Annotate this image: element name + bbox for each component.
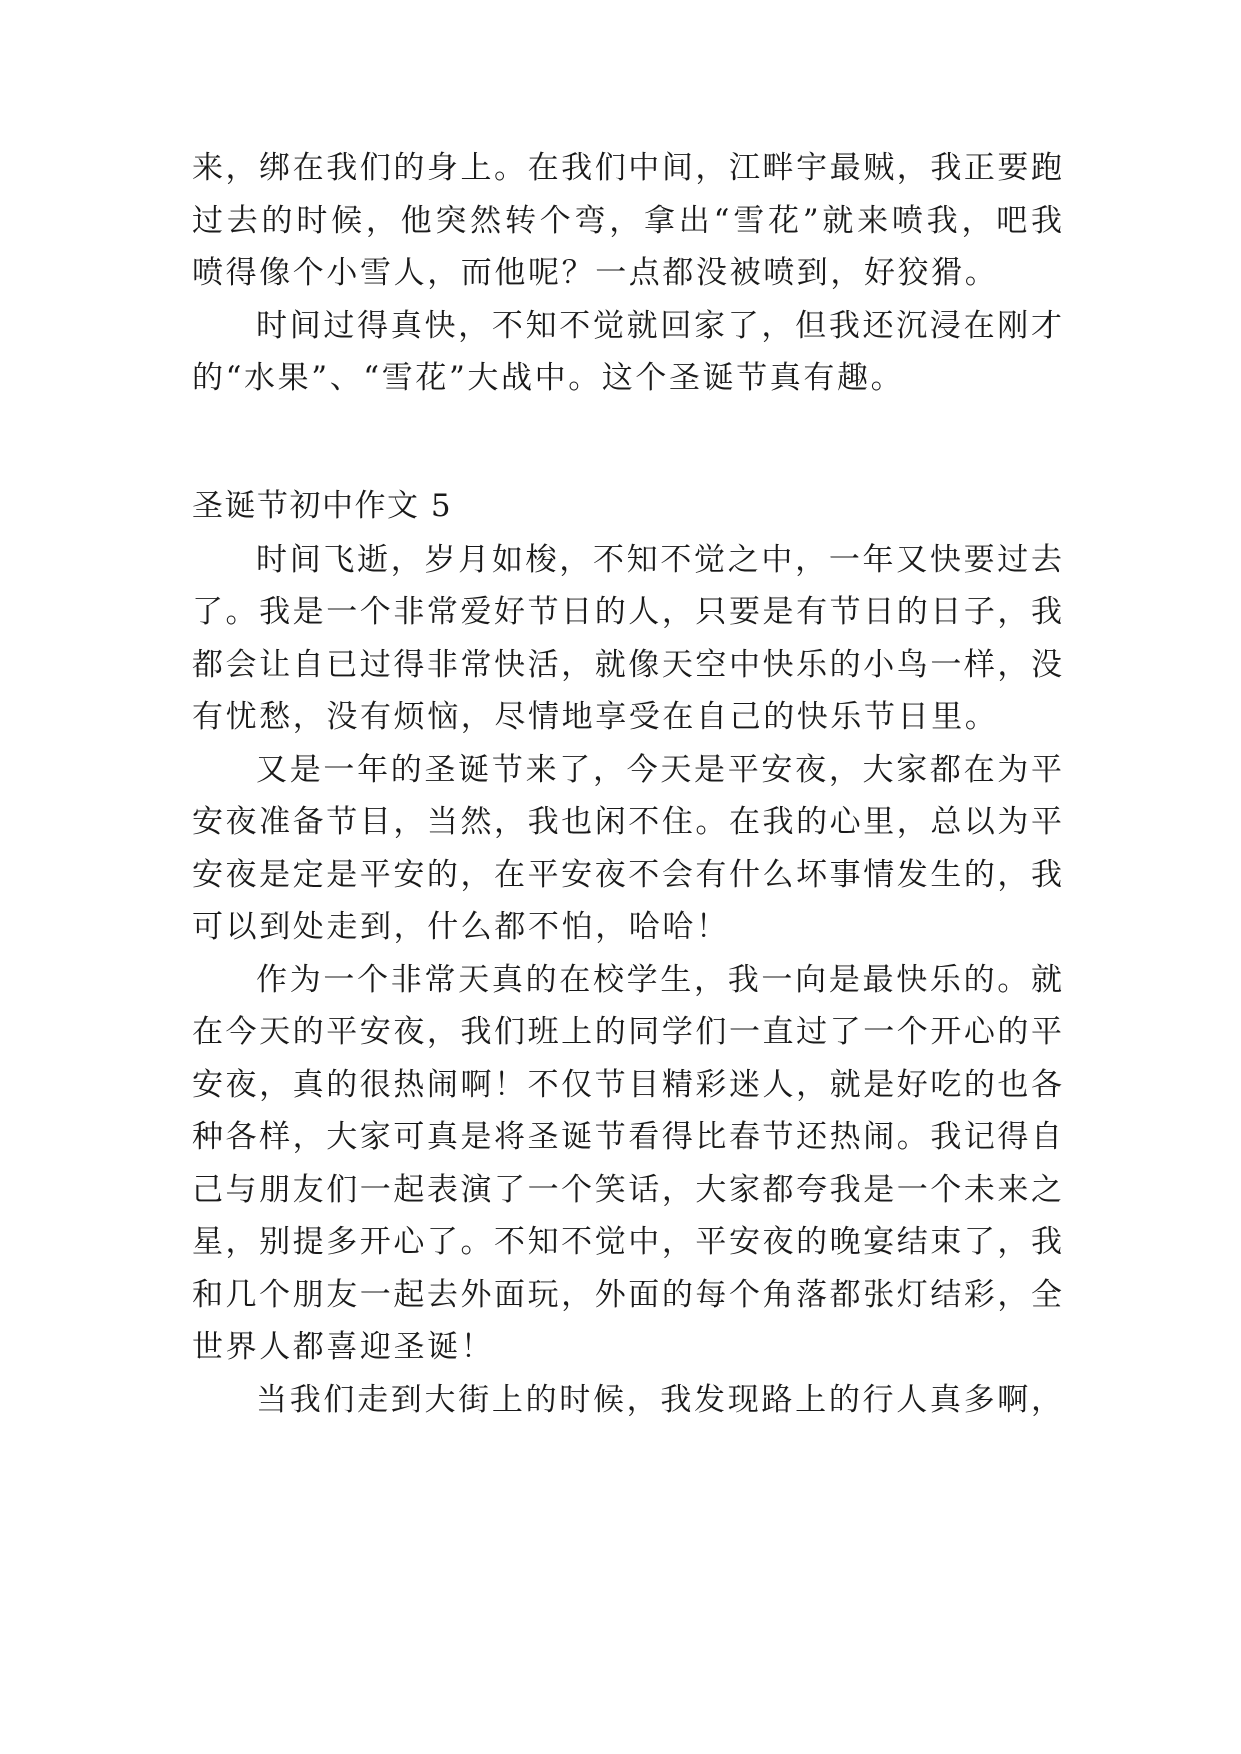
text-line: 安夜准备节目，当然，我也闲不住。在我的心里，总以为平 (192, 804, 1062, 840)
text-line: 安夜是定是平安的，在平安夜不会有什么坏事情发生的，我 (192, 857, 1062, 893)
text-line: 了。我是一个非常爱好节日的人，只要是有节日的日子，我 (192, 594, 1062, 630)
text-line: 的“水果”、“雪花”大战中。这个圣诞节真有趣。 (192, 360, 905, 396)
text-line: 时间飞逝，岁月如梭，不知不觉之中，一年又快要过去 (256, 542, 1062, 578)
text-line: 和几个朋友一起去外面玩，外面的每个角落都张灯结彩，全 (192, 1277, 1062, 1313)
text-line: 都会让自已过得非常快活，就像天空中快乐的小鸟一样，没 (192, 647, 1062, 683)
text-line: 安夜，真的很热闹啊！不仅节目精彩迷人，就是好吃的也各 (192, 1067, 1062, 1103)
text-line: 种各样，大家可真是将圣诞节看得比春节还热闹。我记得自 (192, 1119, 1062, 1155)
text-line: 在今天的平安夜，我们班上的同学们一直过了一个开心的平 (192, 1014, 1062, 1050)
text-line: 世界人都喜迎圣诞！ (192, 1329, 495, 1365)
text-line: 来，绑在我们的身上。在我们中间，江畔宇最贼，我正要跑 (192, 150, 1062, 186)
text-line: 作为一个非常天真的在校学生，我一向是最快乐的。就 (256, 962, 1062, 998)
text-line: 当我们走到大街上的时候，我发现路上的行人真多啊， (256, 1382, 1062, 1418)
text-line: 过去的时候，他突然转个弯，拿出“雪花”就来喷我，吧我 (192, 203, 1062, 239)
section-heading: 圣诞节初中作文 5 (192, 488, 453, 524)
text-line: 可以到处走到，什么都不怕，哈哈！ (192, 909, 730, 945)
text-line: 又是一年的圣诞节来了，今天是平安夜，大家都在为平 (256, 752, 1062, 788)
text-line: 喷得像个小雪人，而他呢？一点都没被喷到，好狡猾。 (192, 255, 999, 291)
text-line: 有忧愁，没有烦恼，尽情地享受在自己的快乐节日里。 (192, 699, 999, 735)
text-line: 时间过得真快，不知不觉就回家了，但我还沉浸在刚才 (256, 308, 1062, 344)
text-line: 星，别提多开心了。不知不觉中，平安夜的晚宴结束了，我 (192, 1224, 1062, 1260)
text-line: 己与朋友们一起表演了一个笑话，大家都夸我是一个未来之 (192, 1172, 1062, 1208)
